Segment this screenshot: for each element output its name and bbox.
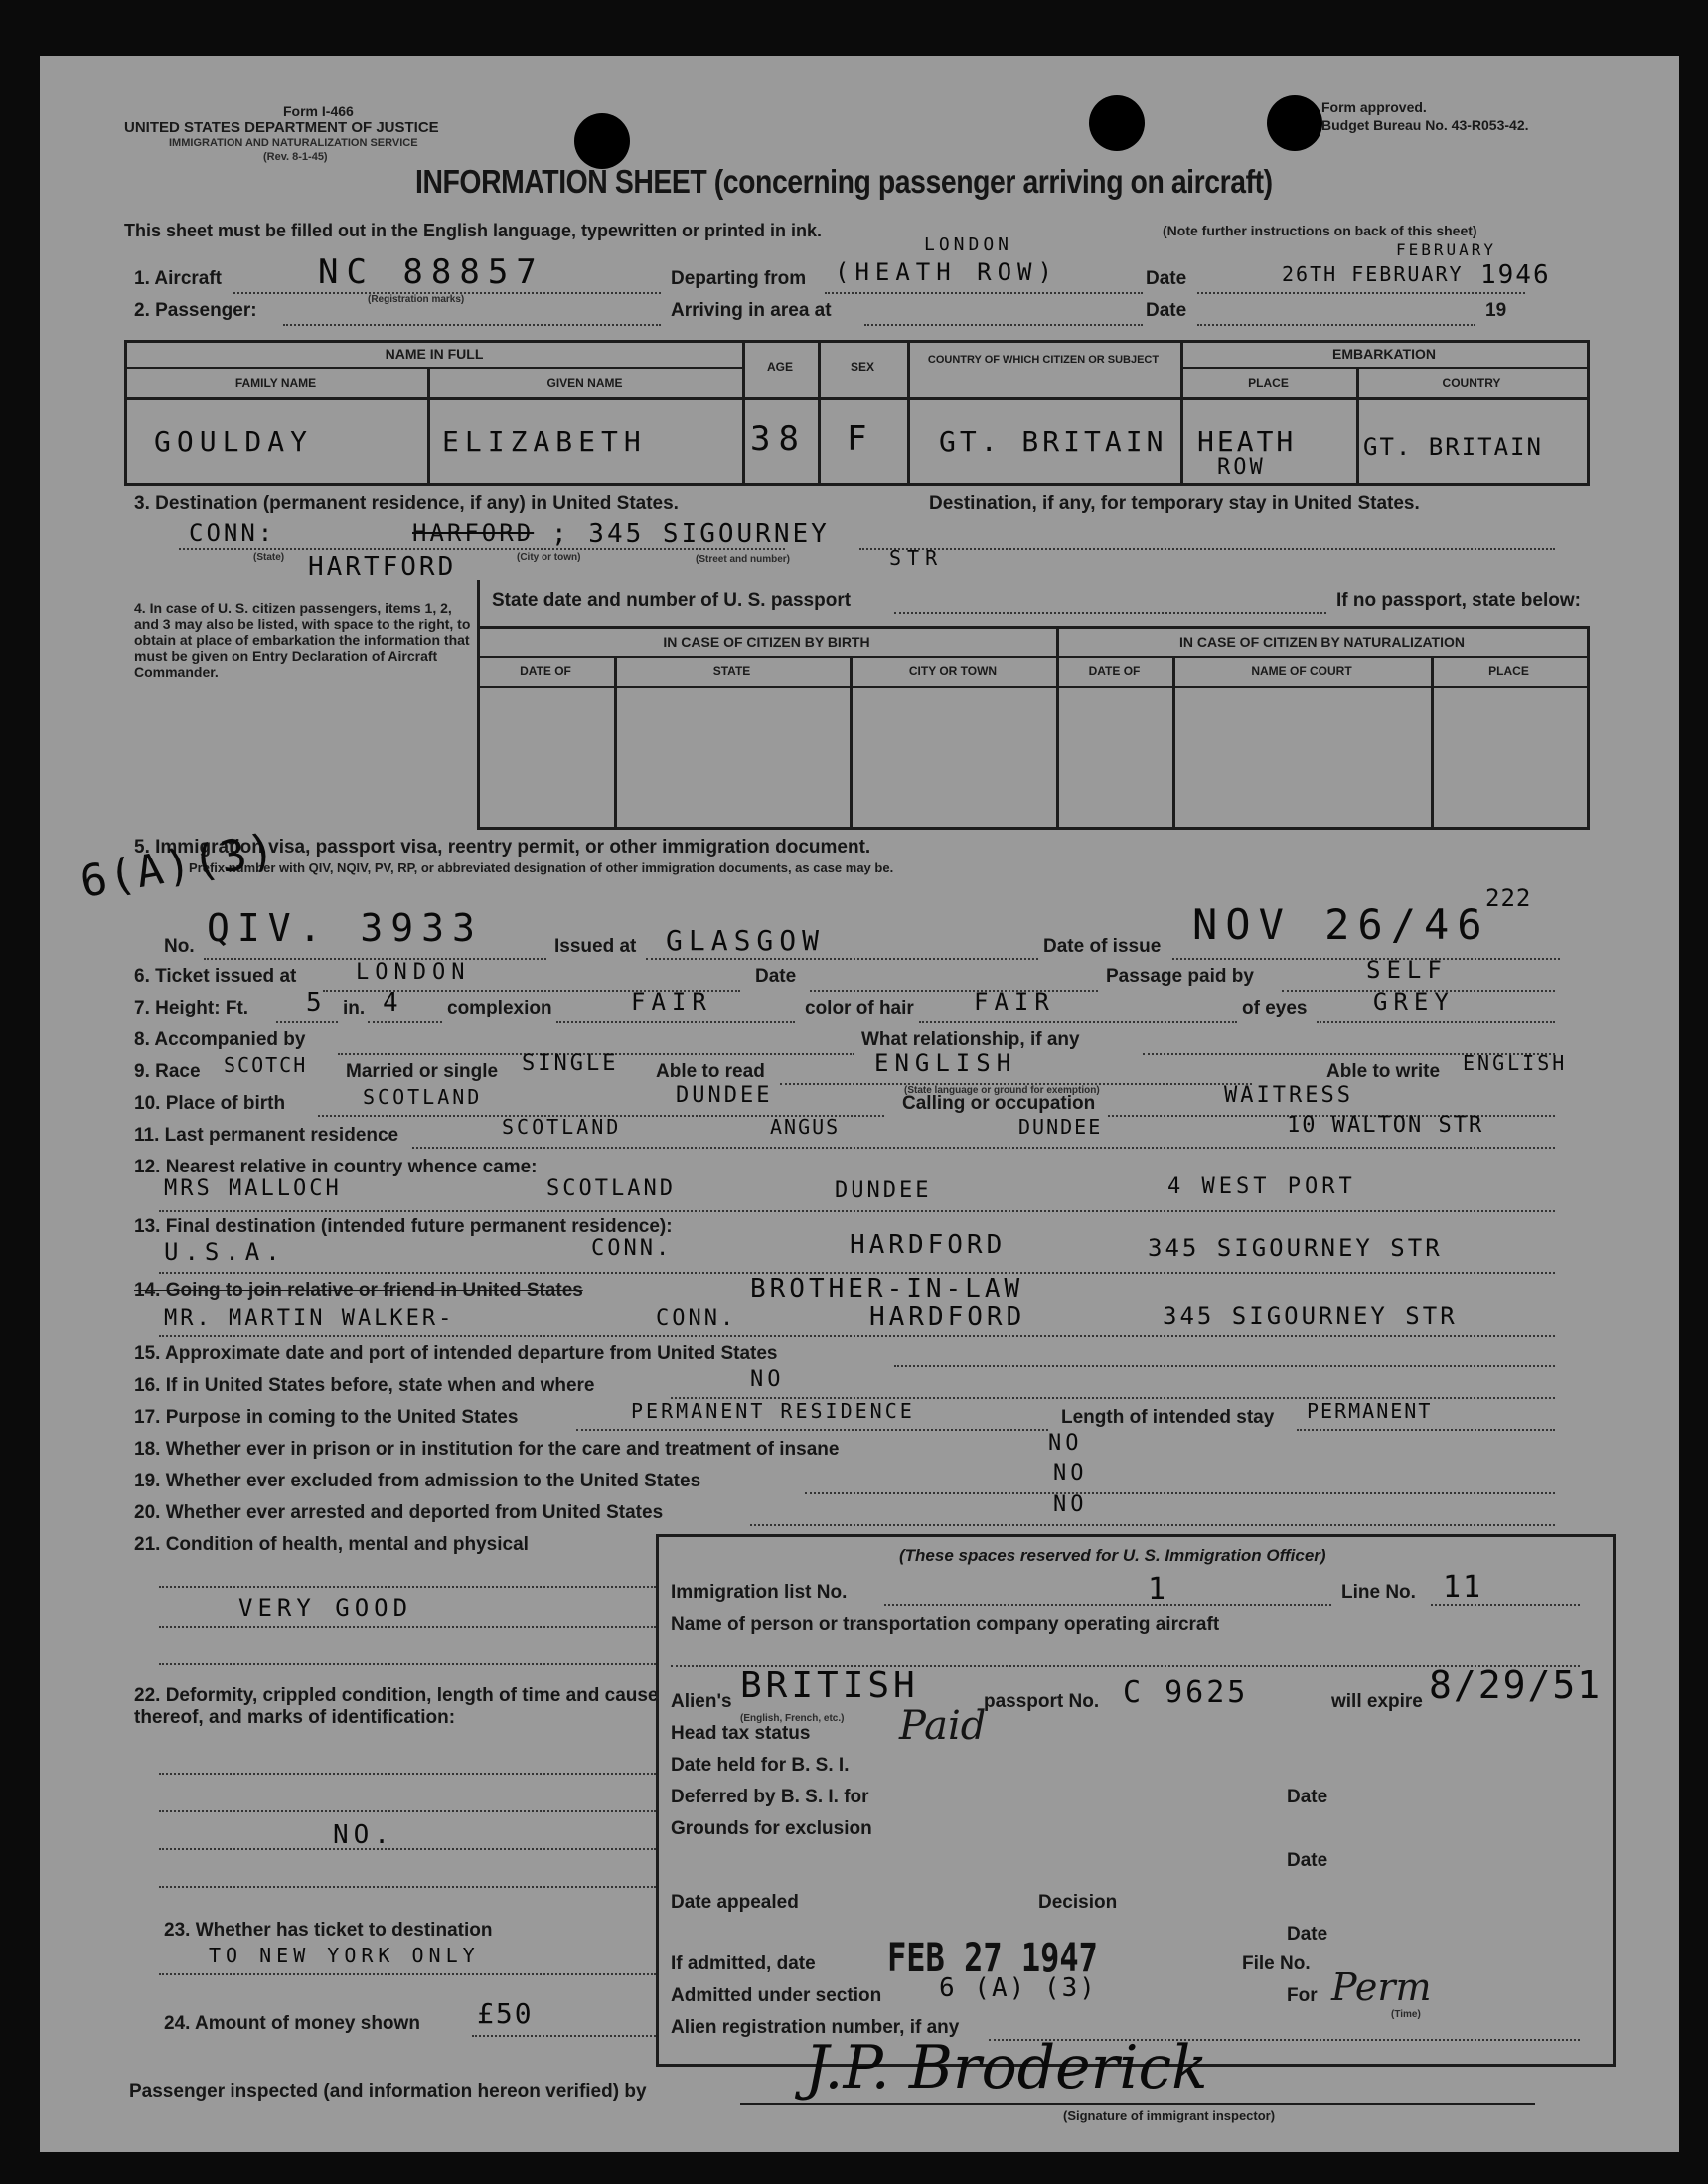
destination-city-correction: HARTFORD: [308, 552, 457, 582]
court-header: NAME OF COURT: [1251, 664, 1352, 678]
been-before-label: 16. If in United States before, state when and where: [134, 1375, 595, 1396]
birth-city-header: CITY OR TOWN: [908, 664, 998, 678]
race-value: SCOTCH: [224, 1053, 308, 1077]
citizenship-value: GT. BRITAIN: [939, 425, 1167, 458]
going-city: HARDFORD: [869, 1302, 1026, 1331]
married-value: SINGLE: [522, 1051, 619, 1076]
going-to-join-label: 14. Going to join relative or friend in United States: [134, 1280, 583, 1301]
ticket-destination-label: 23. Whether has ticket to destination: [164, 1920, 493, 1941]
form-number: Form I-466: [283, 103, 354, 119]
ticket-issued-value: LONDON: [356, 960, 471, 985]
destination-city-struck: HARFORD: [412, 519, 535, 546]
departure-year: 1946: [1480, 260, 1551, 290]
will-expire-value: 8/29/51: [1429, 1663, 1603, 1707]
date-label: Date: [1146, 268, 1187, 289]
length-of-stay-label: Length of intended stay: [1061, 1407, 1275, 1428]
able-to-write-label: Able to write: [1326, 1061, 1441, 1082]
form-approved: Form approved.: [1321, 99, 1427, 115]
citizen-by-naturalization-header: IN CASE OF CITIZEN BY NATURALIZATION: [1179, 634, 1465, 650]
head-tax-label: Head tax status: [671, 1723, 811, 1744]
last-residence-city: DUNDEE: [1018, 1115, 1103, 1139]
ticket-issued-label: 6. Ticket issued at: [134, 966, 297, 987]
married-label: Married or single: [346, 1061, 499, 1082]
signature-caption: (Signature of immigrant inspector): [1063, 2108, 1276, 2123]
officer-heading: (These spaces reserved for U. S. Immigration Officer): [899, 1546, 1326, 1565]
citizen-by-birth-header: IN CASE OF CITIZEN BY BIRTH: [663, 634, 870, 650]
last-residence-country: SCOTLAND: [502, 1115, 622, 1139]
operator-label: Name of person or transportation company operating aircraft: [671, 1614, 1220, 1635]
prison-value: NO: [1048, 1431, 1083, 1456]
hair-color-label: color of hair: [805, 998, 914, 1018]
department-name: UNITED STATES DEPARTMENT OF JUSTICE: [124, 119, 439, 136]
purpose-value: PERMANENT RESIDENCE: [631, 1399, 915, 1423]
inspector-signature: J.P. Broderick: [805, 2033, 1208, 2103]
race-label: 9. Race: [134, 1061, 201, 1082]
height-label: 7. Height: Ft.: [134, 998, 249, 1018]
money-label: 24. Amount of money shown: [164, 2013, 420, 2034]
citizenship-header: COUNTRY OF WHICH CITIZEN OR SUBJECT: [927, 354, 1160, 366]
admitted-section-value: 6 (A) (3): [939, 1973, 1097, 2003]
alien-nationality: BRITISH: [740, 1665, 919, 1706]
age-value: 38: [750, 419, 807, 459]
ticket-date-label: Date: [755, 966, 797, 987]
ticket-destination-value: TO NEW YORK ONLY: [209, 1944, 480, 1967]
name-in-full-header: NAME IN FULL: [385, 346, 484, 362]
destination-state: CONN:: [189, 519, 276, 546]
will-expire-label: will expire: [1331, 1691, 1423, 1712]
departing-overwrite: LONDON: [924, 234, 1013, 255]
place-of-birth-label: 10. Place of birth: [134, 1093, 286, 1114]
departing-label: Departing from: [671, 268, 807, 289]
going-relationship: BROTHER-IN-LAW: [750, 1274, 1024, 1304]
embarkation-header: EMBARKATION: [1332, 346, 1436, 362]
date-of-issue-label: Date of issue: [1043, 936, 1162, 957]
going-name: MR. MARTIN WALKER-: [164, 1306, 455, 1330]
alien-label: Alien's: [671, 1691, 732, 1712]
final-street: 345 SIGOURNEY STR: [1148, 1234, 1443, 1262]
decision-date-label: Date: [1287, 1924, 1328, 1945]
given-name-header: GIVEN NAME: [546, 376, 623, 390]
departure-date: 26TH FEBRUARY: [1282, 262, 1464, 286]
for-label: For: [1287, 1985, 1318, 2006]
form-title: INFORMATION SHEET (concerning passenger arriving on aircraft): [415, 163, 1273, 200]
date-of-issue-value: NOV 26/46: [1192, 900, 1490, 949]
aircraft-label: 1. Aircraft: [134, 268, 222, 289]
immigration-list-label: Immigration list No.: [671, 1582, 848, 1603]
excluded-label: 19. Whether ever excluded from admission to the United States: [134, 1471, 701, 1491]
immigration-doc-label: 5. Immigration visa, passport visa, reentry permit, or other immigration document.: [134, 837, 871, 858]
registration-caption: (Registration marks): [368, 294, 465, 305]
naturalization-date-header: DATE OF: [1088, 664, 1141, 678]
document-number-value: QIV. 3933: [207, 906, 483, 950]
nationality-caption: (English, French, etc.): [740, 1713, 845, 1724]
family-name-value: GOULDAY: [154, 425, 314, 458]
revision-date: (Rev. 8-1-45): [263, 151, 328, 163]
hair-color-value: FAIR: [974, 988, 1055, 1015]
grounds-label: Grounds for exclusion: [671, 1818, 872, 1839]
information-sheet: [40, 56, 1679, 2152]
admitted-section-label: Admitted under section: [671, 1985, 882, 2006]
relationship-label: What relationship, if any: [861, 1029, 1080, 1050]
sex-value: F: [847, 419, 875, 459]
passage-paid-value: SELF: [1366, 956, 1448, 984]
no-passport-label: If no passport, state below:: [1336, 590, 1581, 611]
bsi-date-label: Date held for B. S. I.: [671, 1755, 850, 1776]
last-residence-county: ANGUS: [770, 1115, 841, 1139]
emb-country-header: COUNTRY: [1442, 376, 1501, 390]
embarkation-place-value-2: ROW: [1217, 455, 1266, 480]
aircraft-value: NC 88857: [318, 252, 544, 292]
punch-hole: [574, 113, 630, 169]
birth-country-value: SCOTLAND: [363, 1085, 483, 1109]
line-number-label: Line No.: [1341, 1582, 1416, 1603]
back-note: (Note further instructions on back of this sheet): [1163, 223, 1477, 238]
form-instruction: This sheet must be filled out in the English language, typewritten or printed in ink.: [124, 221, 823, 240]
passport-number-value: C 9625: [1123, 1675, 1249, 1710]
age-header: AGE: [766, 360, 793, 374]
punch-hole: [1089, 95, 1145, 151]
passage-paid-label: Passage paid by: [1106, 966, 1254, 987]
deferred-label: Deferred by B. S. I. for: [671, 1787, 869, 1807]
city-caption: (City or town): [517, 552, 581, 563]
going-street: 345 SIGOURNEY STR: [1163, 1302, 1458, 1329]
document-number-label: No.: [164, 936, 195, 957]
relative-country: SCOTLAND: [546, 1176, 676, 1201]
admitted-date-label: If admitted, date: [671, 1953, 816, 1974]
file-number-label: File No.: [1242, 1953, 1311, 1974]
excluded-value: NO: [1053, 1461, 1088, 1485]
final-state: CONN.: [591, 1236, 673, 1261]
month-correction: FEBRUARY: [1396, 240, 1497, 259]
language-caption: (State language or ground for exemption): [904, 1085, 1100, 1096]
arrival-year: 19: [1485, 300, 1507, 321]
eyes-color-value: GREY: [1373, 988, 1455, 1015]
grounds-date-label: Date: [1287, 1850, 1328, 1871]
margin-annotation: 6(A)(3): [77, 824, 281, 908]
destination-str: STR: [889, 546, 944, 570]
deferred-date-label: Date: [1287, 1787, 1328, 1807]
prison-label: 18. Whether ever in prison or in institution for the care and treatment of insane: [134, 1439, 840, 1460]
passenger-label: 2. Passenger:: [134, 300, 257, 321]
issued-at-value: GLASGOW: [666, 924, 826, 957]
date-of-issue-overwrite: 222: [1485, 884, 1532, 912]
nearest-relative-label: 12. Nearest relative in country whence came:: [134, 1157, 538, 1177]
admitted-stamp: FEB 27 1947: [887, 1936, 1098, 1981]
time-caption: (Time): [1391, 2009, 1421, 2020]
punch-hole: [1267, 95, 1322, 151]
relative-city: DUNDEE: [835, 1178, 932, 1203]
relative-name: MRS MALLOCH: [164, 1176, 342, 1201]
length-of-stay-value: PERMANENT: [1307, 1399, 1433, 1423]
eyes-color-label: of eyes: [1242, 998, 1308, 1018]
last-residence-label: 11. Last permanent residence: [134, 1125, 399, 1146]
arrested-value: NO: [1053, 1492, 1088, 1517]
departing-value: (HEATH ROW): [835, 258, 1058, 286]
health-value: VERY GOOD: [238, 1594, 413, 1622]
last-residence-street: 10 WALTON STR: [1287, 1113, 1484, 1138]
destination-street: ; 345 SIGOURNEY: [551, 519, 830, 548]
naturalization-place-header: PLACE: [1488, 664, 1529, 678]
going-state: CONN.: [656, 1306, 737, 1330]
deformity-label: 22. Deformity, crippled condition, length of time and cause thereof, and marks of identification:: [134, 1685, 659, 1728]
arriving-label: Arriving in area at: [671, 300, 832, 321]
able-to-read-value: ENGLISH: [874, 1049, 1017, 1077]
money-value: £50: [477, 1997, 534, 2030]
occupation-value: WAITRESS: [1224, 1083, 1353, 1108]
able-to-write-value: ENGLISH: [1463, 1051, 1568, 1075]
decision-label: Decision: [1038, 1892, 1118, 1913]
embarkation-country-value: GT. BRITAIN: [1363, 433, 1543, 461]
service-name: IMMIGRATION AND NATURALIZATION SERVICE: [169, 137, 418, 149]
final-city: HARDFORD: [850, 1230, 1007, 1260]
sex-header: SEX: [850, 360, 874, 374]
given-name-value: ELIZABETH: [442, 425, 647, 458]
inspected-by-label: Passenger inspected (and information hereon verified) by: [129, 2081, 647, 2102]
family-name-header: FAMILY NAME: [234, 376, 317, 390]
us-passport-label: State date and number of U. S. passport: [492, 590, 852, 611]
immigration-list-value: 1: [1148, 1572, 1172, 1607]
citizen-note: 4. In case of U. S. citizen passengers, items 1, 2, and 3 may also be listed, with space to the right, to obtain at place of embarkation the information that must be given on Entry Declaration of Aircraft Commander.: [134, 600, 471, 680]
height-in-value: 4: [383, 988, 404, 1017]
head-tax-value: Paid: [899, 1703, 987, 1749]
relative-street: 4 WEST PORT: [1167, 1174, 1356, 1199]
destination-label: 3. Destination (permanent residence, if any) in United States.: [134, 493, 679, 514]
temp-destination-label: Destination, if any, for temporary stay in United States.: [929, 493, 1420, 514]
appealed-label: Date appealed: [671, 1892, 799, 1913]
complexion-value: FAIR: [631, 988, 712, 1015]
arrival-date-label: Date: [1146, 300, 1187, 321]
height-ft-value: 5: [306, 988, 328, 1017]
final-destination-label: 13. Final destination (intended future permanent residence):: [134, 1216, 673, 1237]
health-label: 21. Condition of health, mental and physical: [134, 1534, 529, 1555]
place-header: PLACE: [1248, 376, 1289, 390]
birth-state-header: STATE: [712, 664, 751, 678]
height-in-label: in.: [343, 998, 366, 1018]
been-before-value: NO: [750, 1367, 785, 1392]
state-caption: (State): [253, 552, 285, 563]
issued-at-label: Issued at: [554, 936, 637, 957]
passport-number-label: passport No.: [984, 1691, 1100, 1712]
final-country: U.S.A.: [164, 1238, 286, 1266]
complexion-label: complexion: [447, 998, 552, 1018]
budget-bureau-number: Budget Bureau No. 43-R053-42.: [1321, 117, 1529, 133]
able-to-read-label: Able to read: [656, 1061, 765, 1082]
for-value: Perm: [1331, 1965, 1432, 2009]
arrested-label: 20. Whether ever arrested and deported from United States: [134, 1502, 664, 1523]
prefix-instruction: Prefix number with QIV, NQIV, PV, RP, or abbreviated designation of other immigration documents, as case may be.: [189, 860, 894, 875]
departure-label: 15. Approximate date and port of intended departure from United States: [134, 1343, 778, 1364]
street-caption: (Street and number): [696, 554, 791, 565]
birth-date-header: DATE OF: [520, 664, 571, 678]
purpose-label: 17. Purpose in coming to the United States: [134, 1407, 519, 1428]
birth-city-value: DUNDEE: [676, 1083, 773, 1108]
deformity-value: NO.: [333, 1820, 394, 1850]
embarkation-place-value: HEATH: [1197, 425, 1297, 458]
occupation-label: Calling or occupation: [902, 1093, 1096, 1114]
line-number-value: 11: [1443, 1570, 1483, 1605]
alien-registration-label: Alien registration number, if any: [671, 2017, 960, 2038]
accompanied-label: 8. Accompanied by: [134, 1029, 306, 1050]
